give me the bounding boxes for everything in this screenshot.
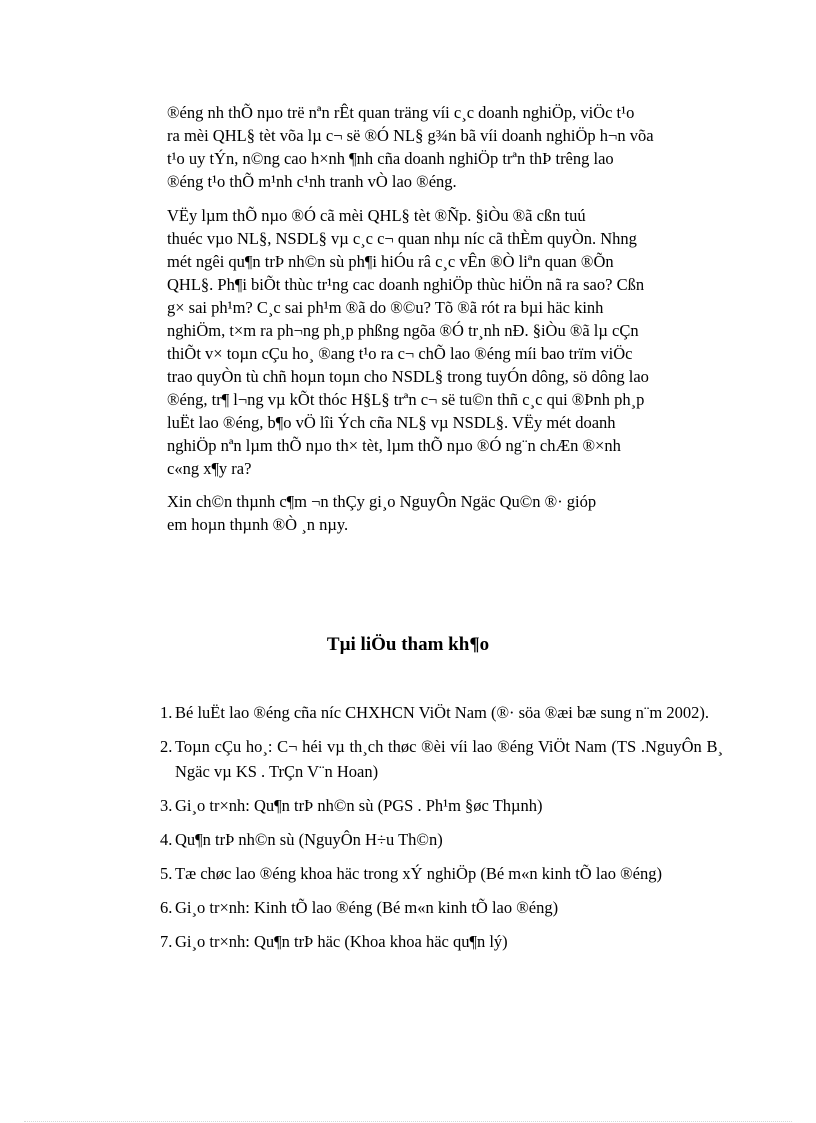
text-line: c«ng x¶y ra? <box>167 459 252 478</box>
text-line: thiÕt v× toµn cÇu ho¸ ®ang t¹o ra c¬ chÕ lao ®éng míi bao trïm viÖc <box>167 344 633 363</box>
text-line: ®éng, tr¶ l¬ng vµ kÕt thóc H§L§ trªn c¬ së tu©n thñ c¸c qui ®Þnh ph¸p <box>167 390 645 409</box>
text-line: nghiÖp nªn lµm thÕ nµo th× tèt, lµm thÕ nµo ®Ó ng¨n chÆn ®×nh <box>167 436 621 455</box>
reference-text: Toµn cÇu ho¸: C¬ héi vµ th¸ch thøc ®èi víi lao ®éng ViÖt Nam (TS .NguyÔn B¸ Ngäc vµ KS . TrÇn V¨n Hoan) <box>175 737 723 781</box>
text-line: luËt lao ®éng, b¶o vÖ lîi Ých cña NL§ vµ NSDL§. VËy mét doanh <box>167 413 616 432</box>
reference-text: Gi¸o tr×nh: Kinh tÕ lao ®éng (Bé m«n kinh tÕ lao ®éng) <box>175 898 559 917</box>
reference-text: Bé luËt lao ®éng cña níc CHXHCN ViÖt Nam (®· söa ®æi bæ sung n¨m 2002). <box>175 703 710 722</box>
reference-text: Gi¸o tr×nh: Qu¶n trÞ häc (Khoa khoa häc qu¶n lý) <box>175 932 508 951</box>
text-line: ra mèi QHL§ tèt võa lµ c¬ së ®Ó NL§ g¾n bã víi doanh nghiÖp h¬n võa <box>167 126 654 145</box>
text-line: ®éng t¹o thÕ m¹nh c¹nh tranh vÒ lao ®éng. <box>167 172 457 191</box>
list-item <box>160 700 723 725</box>
list-item <box>160 793 723 818</box>
list-item <box>160 861 723 886</box>
text-line: g× sai ph¹m? C¸c sai ph¹m ®ã do ®©u? Tõ ®ã rót ra bµi häc kinh <box>167 298 604 317</box>
list-number: 7. <box>160 932 173 951</box>
list-item <box>160 929 723 954</box>
text-line: t¹o uy tÝn, n©ng cao h×nh ¶nh cña doanh nghiÖp trªn thÞ trêng lao <box>167 149 614 168</box>
text-line: QHL§. Ph¶i biÕt thùc tr¹ng cac doanh nghiÖp thùc hiÖn nã ra sao? Cßn <box>167 275 645 294</box>
list-item <box>160 827 723 852</box>
references-heading: Tµi liÖu tham kh¶o <box>326 634 490 655</box>
list-item <box>160 734 723 784</box>
reference-text: Tæ chøc lao ®éng khoa häc trong xÝ nghiÖp (Bé m«n kinh tÕ lao ®éng) <box>175 864 662 883</box>
list-number: 6. <box>160 898 173 917</box>
list-number: 3. <box>160 796 173 815</box>
text-line: trao quyÒn tù chñ hoµn toµn cho NSDL§ trong tuyÓn dông, sö dông lao <box>167 367 649 386</box>
reference-text: Gi¸o tr×nh: Qu¶n trÞ nh©n sù (PGS . Ph¹m §øc Thµnh) <box>175 796 543 815</box>
references-list <box>160 700 723 954</box>
text-line: VËy lµm thÕ nµo ®Ó cã mèi QHL§ tèt ®Ñp. §iÒu ®ã cßn tuú <box>167 206 586 225</box>
text-line: thuéc vµo NL§, NSDL§ vµ c¸c c¬ quan nhµ níc cã thÈm quyÒn. Nhng <box>167 229 637 248</box>
list-number: 1. <box>160 703 173 722</box>
text-line: em hoµn thµnh ®Ò ¸n nµy. <box>167 515 349 534</box>
paragraph-2 <box>167 204 723 480</box>
text-line: nghiÖm, t×m ra ph¬ng ph¸p phßng ngõa ®Ó tr¸nh nÐ. §iÒu ®ã lµ cÇn <box>167 321 639 340</box>
text-line: Xin ch©n thµnh c¶m ¬n thÇy gi¸o NguyÔn Ngäc Qu©n ®· gióp <box>167 492 597 511</box>
list-number: 2. <box>160 737 173 756</box>
text-line: ®éng nh thÕ nµo trë nªn rÊt quan träng víi c¸c doanh nghiÖp, viÖc t¹o <box>167 103 635 122</box>
list-item <box>160 895 723 920</box>
paragraph-1 <box>167 101 723 193</box>
page-bottom-rule <box>24 1121 792 1122</box>
paragraph-3 <box>167 490 723 536</box>
list-number: 5. <box>160 864 173 883</box>
list-number: 4. <box>160 830 173 849</box>
reference-text: Qu¶n trÞ nh©n sù (NguyÔn H÷u Th©n) <box>175 830 443 849</box>
text-line: mét ngêi qu¶n trÞ nh©n sù ph¶i hiÓu râ c¸c vÊn ®Ò liªn quan ®Õn <box>167 252 614 271</box>
